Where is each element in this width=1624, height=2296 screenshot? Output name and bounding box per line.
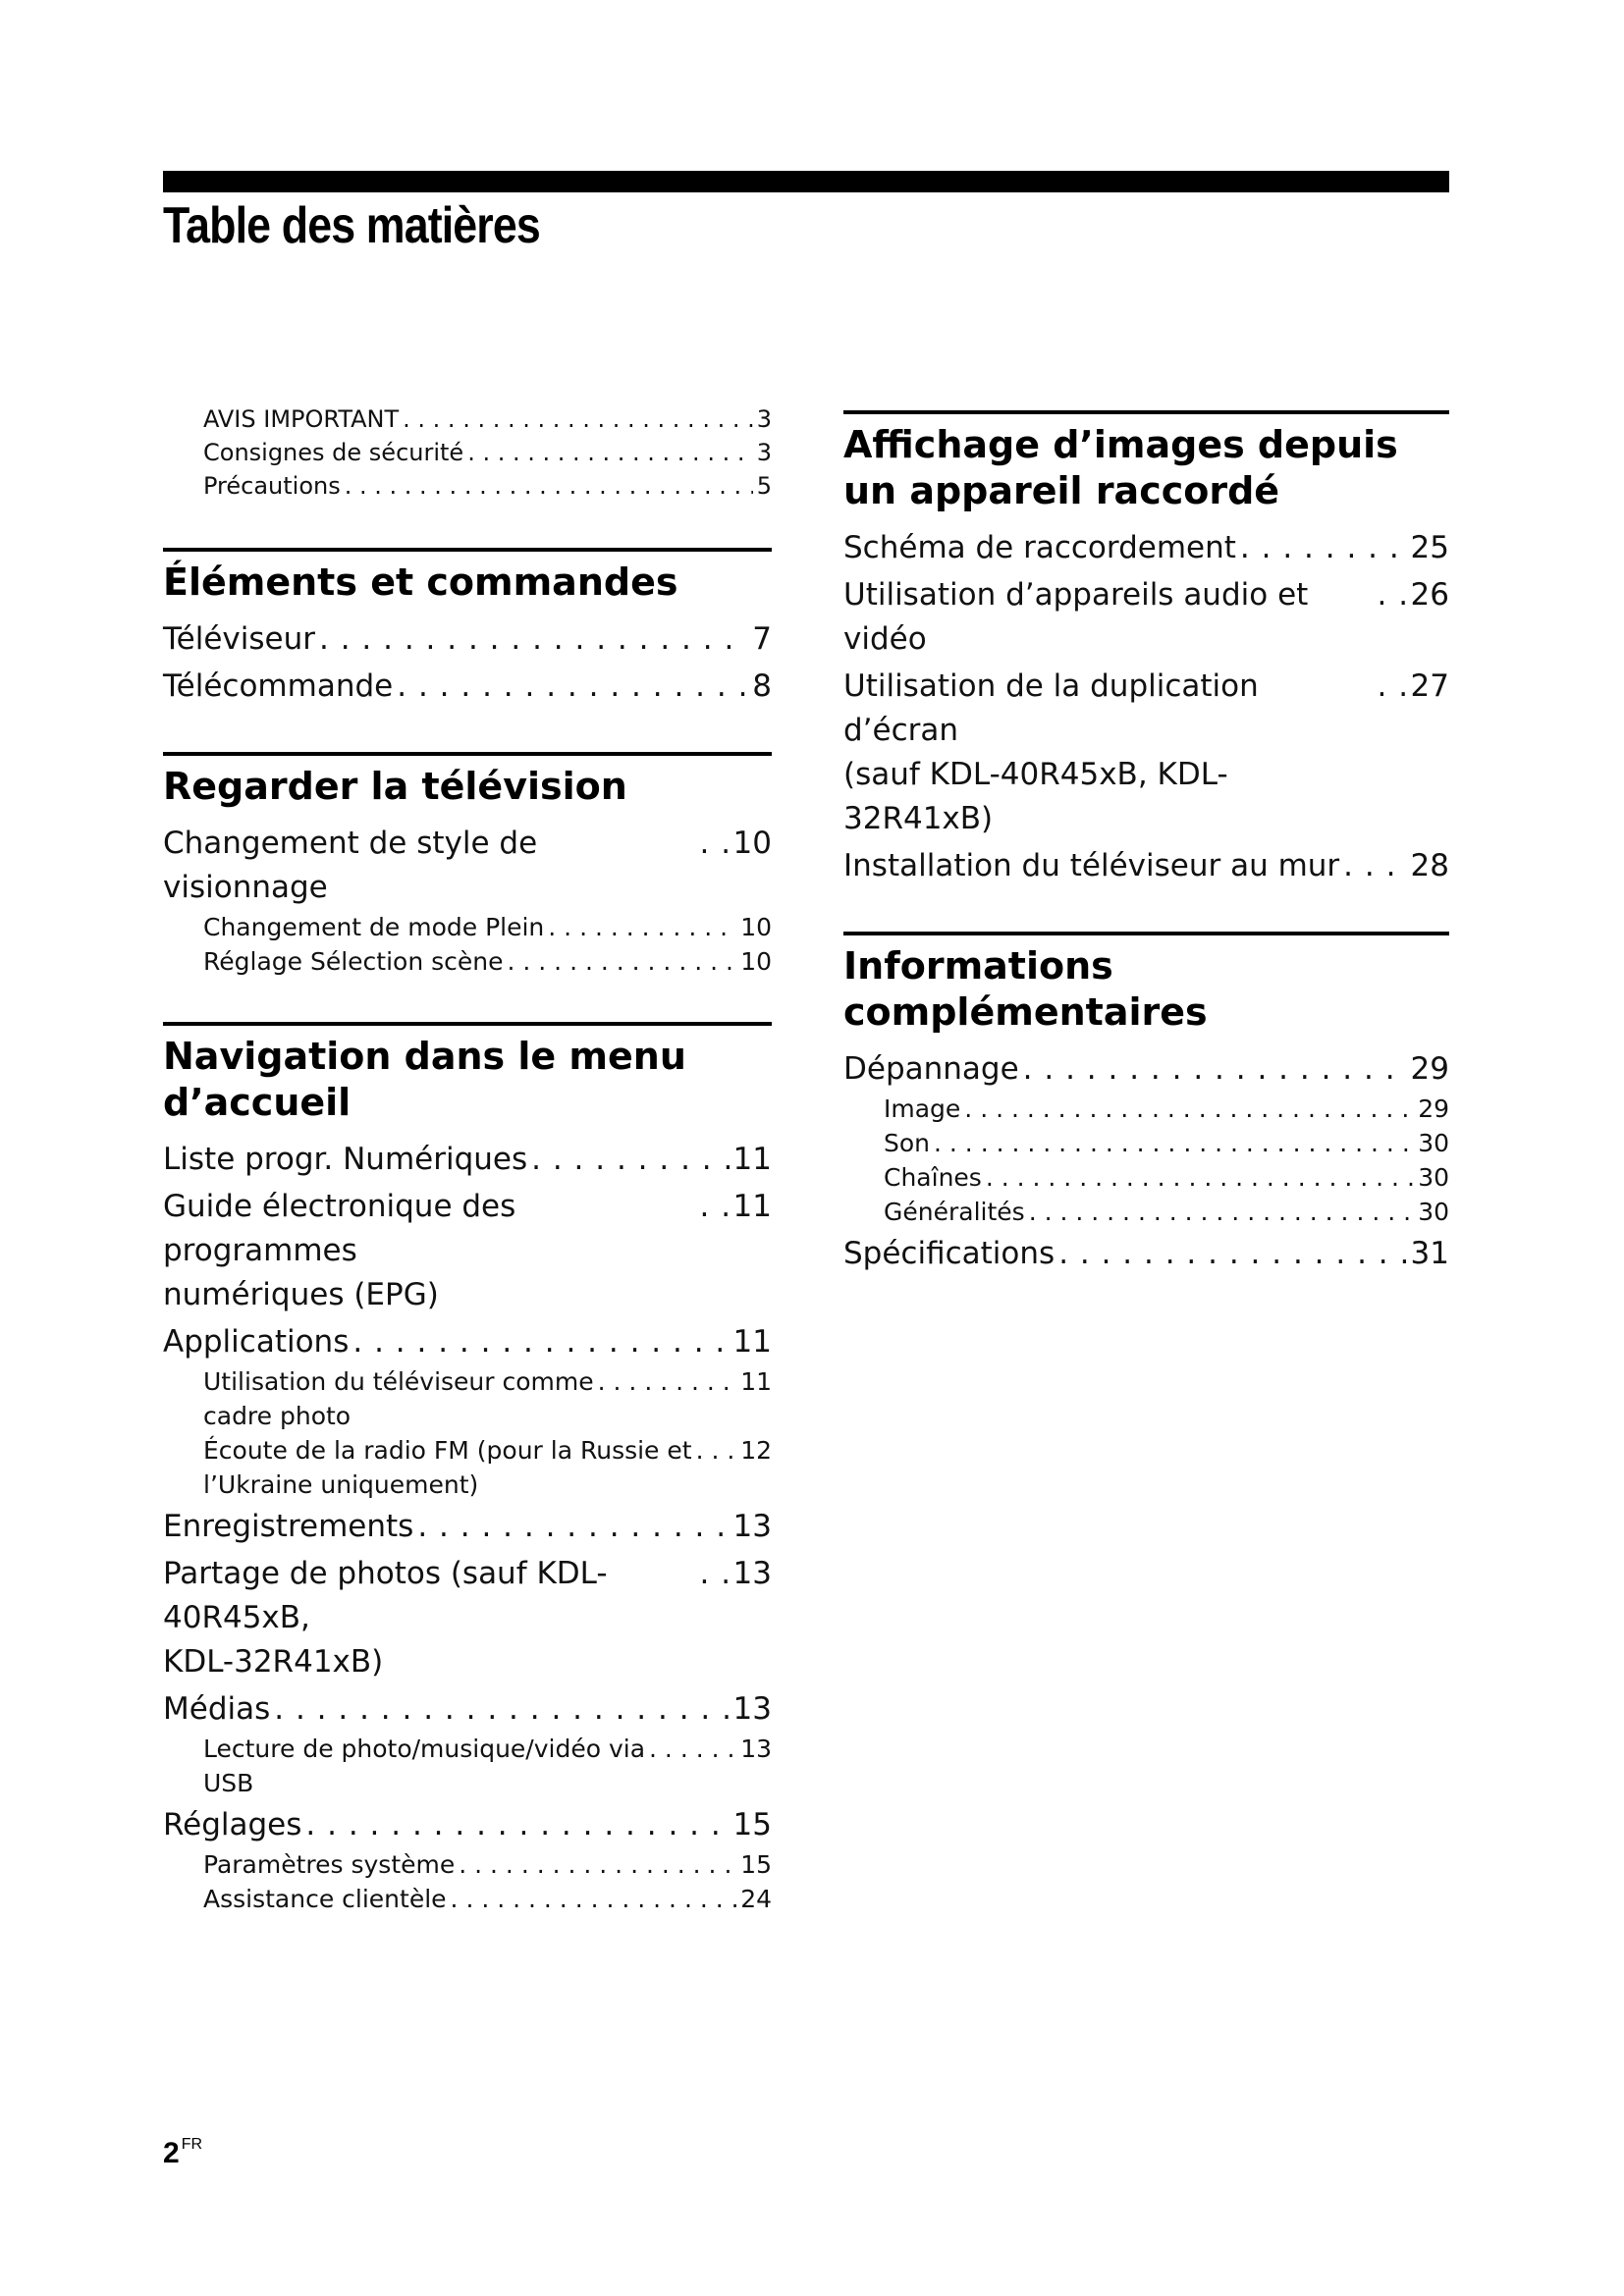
toc-entry[interactable] xyxy=(203,1732,772,1800)
toc-leader-dots xyxy=(649,1732,736,1766)
toc-entry[interactable] xyxy=(884,1195,1449,1229)
toc-entry-label: Téléviseur xyxy=(163,621,315,657)
toc-page-number: 3 xyxy=(756,439,772,466)
toc-leader-dots xyxy=(1058,1232,1406,1276)
toc-page-number: 29 xyxy=(1410,1051,1449,1087)
toc-page-number: 5 xyxy=(756,472,772,500)
section-rule xyxy=(843,932,1449,935)
toc-leader-dots xyxy=(352,1320,729,1364)
toc-entry-label: Précautions xyxy=(203,472,341,500)
toc-entry-label: Image xyxy=(884,1095,961,1123)
toc-leader-dots xyxy=(417,1505,729,1549)
toc-entry[interactable] xyxy=(884,1092,1449,1126)
toc-leader-dots xyxy=(1378,665,1407,709)
toc-entry[interactable] xyxy=(163,665,772,709)
toc-entry-label: Applications xyxy=(163,1324,350,1360)
toc-entry[interactable] xyxy=(203,1882,772,1916)
toc-section xyxy=(163,752,772,979)
toc-entry-label: Schéma de raccordement xyxy=(843,530,1236,565)
toc-leader-dots xyxy=(700,1185,730,1229)
toc-entry[interactable] xyxy=(884,1126,1449,1160)
toc-entry[interactable] xyxy=(203,1847,772,1882)
toc-leader-dots xyxy=(1240,526,1407,570)
title-rule xyxy=(163,171,1449,192)
toc-section xyxy=(163,548,772,709)
toc-leader-dots xyxy=(508,944,737,979)
toc-page-number: 10 xyxy=(740,913,772,941)
toc-entry-label: Guide électronique des programmes numériques (EPG) xyxy=(163,1189,516,1312)
toc-leader-dots xyxy=(1343,844,1406,888)
toc-page-number: 8 xyxy=(752,668,772,704)
toc-page-number: 3 xyxy=(756,405,772,433)
toc-leader-dots xyxy=(964,1092,1414,1126)
section-rule xyxy=(843,410,1449,414)
toc-leader-dots xyxy=(986,1160,1414,1195)
toc-leader-dots xyxy=(700,822,730,866)
toc-entry[interactable] xyxy=(163,1320,772,1364)
toc-entry[interactable] xyxy=(843,665,1449,841)
toc-page-number: 27 xyxy=(1410,668,1449,704)
section-title: Informations complémentaires xyxy=(843,944,1208,1034)
page-number xyxy=(163,2136,202,2170)
toc-entry[interactable] xyxy=(884,1160,1449,1195)
toc-page-number: 25 xyxy=(1410,530,1449,565)
toc-leader-dots xyxy=(319,617,748,662)
toc-entry[interactable] xyxy=(163,1185,772,1317)
toc-entry-label: AVIS IMPORTANT xyxy=(203,405,400,433)
toc-entry[interactable] xyxy=(203,1433,772,1502)
toc-page-number: 10 xyxy=(732,826,772,861)
toc-leader-dots xyxy=(467,436,753,469)
toc-entry-label: Liste progr. Numériques xyxy=(163,1142,528,1177)
toc-entry[interactable] xyxy=(843,1047,1449,1092)
toc-entry-label: Médias xyxy=(163,1691,271,1727)
toc-page-number: 11 xyxy=(740,1367,772,1396)
toc-entry-label: Spécifications xyxy=(843,1236,1056,1271)
toc-entry-label: Utilisation de la duplication d’écran (sauf KDL-40R45xB, KDL-32R41xB) xyxy=(843,668,1259,836)
toc-page-number: 30 xyxy=(1418,1163,1449,1192)
toc-entry-label: Utilisation d’appareils audio et vidéo xyxy=(843,577,1309,657)
toc-page-number: 30 xyxy=(1418,1198,1449,1226)
toc-intro-list xyxy=(163,402,772,503)
toc-page-number: 12 xyxy=(740,1436,772,1465)
toc-entry[interactable] xyxy=(203,469,772,503)
toc-leader-dots xyxy=(397,665,748,709)
toc-entry[interactable] xyxy=(163,1505,772,1549)
toc-page-number: 7 xyxy=(752,621,772,657)
toc-leader-dots xyxy=(531,1138,729,1182)
toc-page-number: 30 xyxy=(1418,1129,1449,1157)
toc-leader-dots xyxy=(1029,1195,1415,1229)
toc-left-column xyxy=(163,402,772,1959)
toc-entry[interactable] xyxy=(203,436,772,469)
toc-entry[interactable] xyxy=(163,617,772,662)
toc-entry-label: Utilisation du téléviseur comme cadre photo xyxy=(203,1367,594,1430)
toc-entry[interactable] xyxy=(203,402,772,436)
section-title: Éléments et commandes xyxy=(163,561,678,604)
toc-right-sections xyxy=(843,410,1449,1276)
toc-entry[interactable] xyxy=(843,573,1449,662)
toc-page-number: 31 xyxy=(1410,1236,1449,1271)
section-rule xyxy=(163,1022,772,1026)
toc-entry-label: Écoute de la radio FM (pour la Russie et l’Ukraine uniquement) xyxy=(203,1436,692,1499)
toc-leader-dots xyxy=(305,1803,729,1847)
toc-entry-label: Changement de mode Plein xyxy=(203,913,545,941)
toc-entry[interactable] xyxy=(203,944,772,979)
toc-leader-dots xyxy=(1378,573,1407,617)
toc-entry[interactable] xyxy=(203,1364,772,1433)
toc-page-number: 26 xyxy=(1410,577,1449,613)
toc-entry[interactable] xyxy=(163,1138,772,1182)
toc-entry-label: Partage de photos (sauf KDL-40R45xB, KDL-32R41xB) xyxy=(163,1556,608,1680)
toc-leader-dots xyxy=(459,1847,736,1882)
section-title: Affichage d’images depuis un appareil raccordé xyxy=(843,423,1398,512)
toc-entry-label: Dépannage xyxy=(843,1051,1019,1087)
toc-leader-dots xyxy=(700,1552,730,1596)
toc-entry-label: Chaînes xyxy=(884,1163,982,1192)
toc-page-number: 28 xyxy=(1410,848,1449,883)
toc-entry[interactable] xyxy=(843,844,1449,888)
toc-leader-dots xyxy=(345,469,753,503)
toc-entry-label: Télécommande xyxy=(163,668,394,704)
toc-leader-dots xyxy=(548,910,736,944)
toc-entry[interactable] xyxy=(163,1552,772,1684)
toc-entry-label: Changement de style de visionnage xyxy=(163,826,538,905)
toc-page-number: 24 xyxy=(740,1885,772,1913)
toc-entry-label: Installation du téléviseur au mur xyxy=(843,848,1340,883)
toc-page-number: 11 xyxy=(732,1189,772,1224)
toc-page-number: 13 xyxy=(732,1556,772,1591)
toc-entry[interactable] xyxy=(843,526,1449,570)
toc-entry-label: Consignes de sécurité xyxy=(203,439,464,466)
toc-entry-label: Assistance clientèle xyxy=(203,1885,447,1913)
toc-right-column xyxy=(843,410,1449,1319)
toc-entry[interactable] xyxy=(203,910,772,944)
toc-page-number: 15 xyxy=(732,1807,772,1842)
toc-page-number: 10 xyxy=(740,947,772,976)
toc-section xyxy=(843,932,1449,1276)
toc-entry-label: Paramètres système xyxy=(203,1850,456,1879)
toc-entry-label: Enregistrements xyxy=(163,1509,414,1544)
section-title: Navigation dans le menu d’accueil xyxy=(163,1035,686,1124)
toc-entry-label: Son xyxy=(884,1129,931,1157)
section-title: Regarder la télévision xyxy=(163,765,627,808)
toc-section xyxy=(163,1022,772,1916)
toc-page-number: 11 xyxy=(732,1324,772,1360)
toc-entry-label: Généralités xyxy=(884,1198,1025,1226)
toc-page-number: 13 xyxy=(732,1691,772,1727)
toc-entry[interactable] xyxy=(163,1687,772,1732)
toc-leader-dots xyxy=(934,1126,1414,1160)
toc-page-number: 29 xyxy=(1418,1095,1449,1123)
toc-entry[interactable] xyxy=(163,822,772,910)
toc-leader-dots xyxy=(274,1687,729,1732)
toc-entry[interactable] xyxy=(843,1232,1449,1276)
toc-entry-label: Lecture de photo/musique/vidéo via USB xyxy=(203,1735,646,1797)
toc-leader-dots xyxy=(403,402,753,436)
toc-leader-dots xyxy=(598,1364,737,1399)
toc-left-sections xyxy=(163,548,772,1916)
toc-entry[interactable] xyxy=(163,1803,772,1847)
section-rule xyxy=(163,752,772,756)
section-rule xyxy=(163,548,772,552)
toc-section xyxy=(843,410,1449,888)
toc-page-number: 15 xyxy=(740,1850,772,1879)
toc-entry-label: Réglages xyxy=(163,1807,302,1842)
page-number-suffix: FR xyxy=(181,2136,203,2153)
page-title: Table des matières xyxy=(163,197,540,254)
toc-leader-dots xyxy=(1023,1047,1407,1092)
toc-page-number: 13 xyxy=(732,1509,772,1544)
toc-entry-label: Réglage Sélection scène xyxy=(203,947,504,976)
toc-page-number: 13 xyxy=(740,1735,772,1763)
toc-page-number: 11 xyxy=(732,1142,772,1177)
page-number-value: 2 xyxy=(163,2137,180,2169)
toc-leader-dots xyxy=(696,1433,737,1468)
toc-leader-dots xyxy=(451,1882,737,1916)
